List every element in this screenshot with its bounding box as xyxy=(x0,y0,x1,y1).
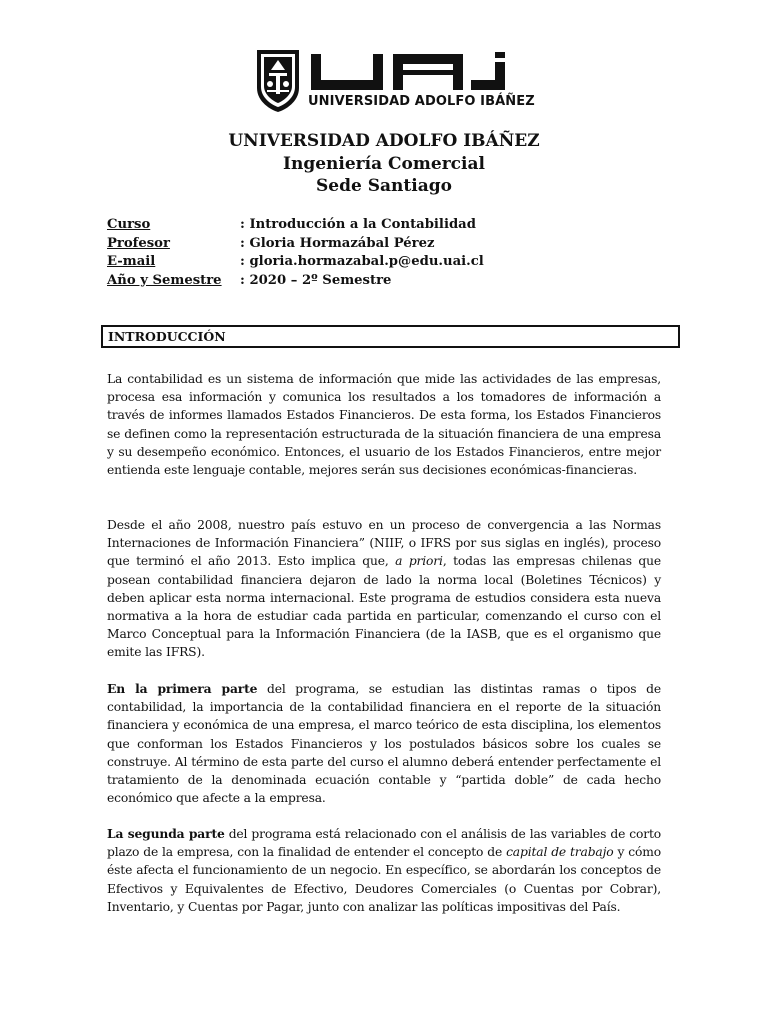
email-row xyxy=(107,253,484,272)
year-semester-value: : 2020 – 2º Semestre xyxy=(240,272,392,288)
paragraph-4-bold: La segunda parte xyxy=(107,826,225,841)
logo-caption: UNIVERSIDAD ADOLFO IBÁÑEZ xyxy=(308,94,535,109)
paragraph-2-part-a: Desde el año 2008, nuestro país estuvo en un proceso de convergencia a las Normas Internaciones de Información Financiera” (NIIF, o IFRS por sus siglas en inglés), proceso que terminó el año 2013. Esto implica que, xyxy=(107,518,661,569)
program-title: Ingeniería Comercial xyxy=(283,153,485,174)
paragraph-2-part-b: , todas las empresas chilenas que posean contabilidad financiera dejaron de lado la norma local (Boletines Técnicos) y deben aplicar esta norma internacional. Este programa de estudios considera esta nueva normativa a la hora de estudiar cada partida en particular, comenzando el curso con el Marco Conceptual para la Información Financiera (de la IASB, que es el organismo que emite las IFRS). xyxy=(107,554,661,660)
title-block xyxy=(0,130,768,198)
email-label: E-mail xyxy=(107,254,156,269)
course-info xyxy=(107,216,484,290)
professor-value: : Gloria Hormazábal Pérez xyxy=(240,235,435,251)
course-row xyxy=(107,216,484,235)
year-semester-label: Año y Semestre xyxy=(107,272,222,288)
paragraph-2 xyxy=(107,516,661,662)
course-value: : Introducción a la Contabilidad xyxy=(240,217,476,232)
paragraph-4-part-a: del programa está relacionado con el análisis de las variables de corto plazo de la empresa, con la finalidad de entender el concepto de xyxy=(107,827,661,860)
paragraph-1: La contabilidad es un sistema de información que mide las actividades de las empresas, procesa esa información y comunica los resultados a los tomadores de información a través de informes llamados Estados Financieros. De esta forma, los Estados Financieros se definen como la representación estructurada de la situación financiera de una empresa y su desempeño económico. Entonces, el usuario de los Estados Financieros, entre mejor entienda este lenguaje contable, mejores serán sus decisiones económicas-financieras. xyxy=(107,372,661,478)
course-label: Curso xyxy=(107,217,151,232)
uai-letters-icon xyxy=(311,52,505,90)
section-heading-introduccion: INTRODUCCIÓN xyxy=(101,325,680,348)
paragraph-3 xyxy=(107,680,661,807)
paragraph-4-italic: capital de trabajo xyxy=(506,845,614,860)
campus-title: Sede Santiago xyxy=(316,176,452,196)
professor-label: Profesor xyxy=(107,235,170,251)
paragraph-3-rest: del programa, se estudian las distintas ramas o tipos de contabilidad, la importancia de la contabilidad financiera en el reporte de la situación financiera y económica de una empresa, el marco teórico de esta disciplina, los elementos que conforman los Estados Financieros y los postulados básicos sobre los cuales se construye. Al término de esta parte del curso el alumno deberá entender perfectamente el tratamiento de la denominada ecuación contable y “partida doble” de cada hecho económico que afecte a la empresa. xyxy=(107,682,661,806)
university-title: UNIVERSIDAD ADOLFO IBÁÑEZ xyxy=(228,131,540,151)
year-semester-row xyxy=(107,272,484,291)
email-value: : gloria.hormazabal.p@edu.uai.cl xyxy=(240,254,484,269)
paragraph-3-bold: En la primera parte xyxy=(107,681,258,696)
paragraph-4 xyxy=(107,825,661,916)
paragraph-4-part-b: y cómo éste afecta el funcionamiento de un negocio. En específico, se abordarán los conceptos de Efectivos y Equivalentes de Efectivo, Deudores Comerciales (o Cuentas por Cobrar), Inventario, y Cuentas por Pagar, junto con analizar las políticas impositivas del País. xyxy=(107,845,661,914)
paragraph-2-italic: a priori xyxy=(395,554,443,569)
professor-row xyxy=(107,235,484,254)
